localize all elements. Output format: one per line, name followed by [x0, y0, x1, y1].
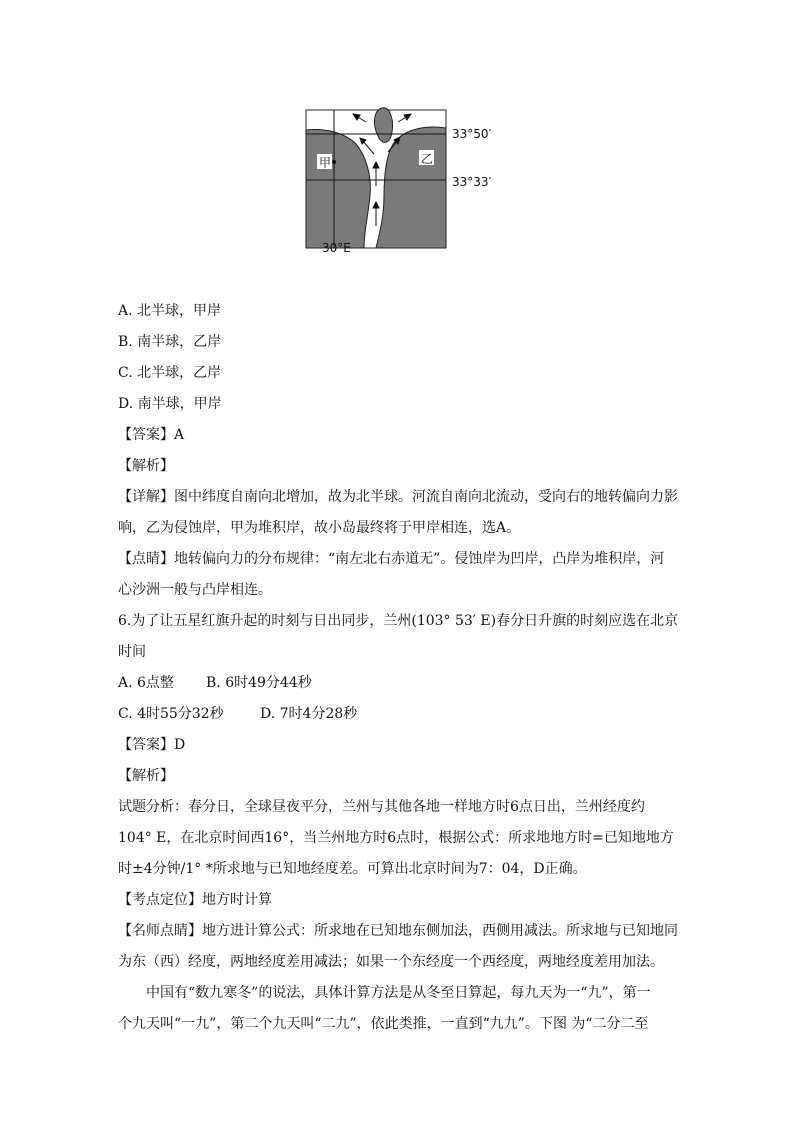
q5-option-d: D. 南半球，甲岸	[118, 396, 222, 412]
longitude-label: 30°E	[322, 241, 351, 255]
q6-analysis-title: 【解析】	[118, 768, 174, 784]
q6-analysis-line-3: 时±4分钟/1° *所求地与已知地经度差。可算出北京时间为7：04，D正确。	[118, 861, 587, 877]
q5-analysis-title: 【解析】	[118, 458, 174, 474]
river-map	[300, 106, 500, 256]
q5-option-b: B. 南半球，乙岸	[118, 334, 222, 350]
q6-stem-line-2: 时间	[118, 644, 146, 660]
document-body	[118, 296, 688, 1040]
label-jia: 甲	[319, 156, 332, 170]
latitude-top-label: 33°50′	[452, 127, 492, 141]
q5-answer: 【答案】A	[118, 427, 185, 443]
q6-analysis-line-2: 104° E，在北京时间西16°，当兰州地方时6点时，根据公式：所求地地方时=已知地地方	[118, 830, 674, 846]
river-map-figure	[300, 106, 500, 256]
q5-option-a: A. 北半球，甲岸	[118, 303, 222, 319]
q6-kaodian: 【考点定位】地方时计算	[118, 892, 272, 908]
q5-tip-line-2: 心沙洲一般与凸岸相连。	[118, 582, 272, 598]
q6-mingshi-line-2: 为东（西）经度，两地经度差用减法；如果一个东经度一个西经度，两地经度差用加法。	[118, 954, 664, 970]
label-yi: 乙	[421, 152, 434, 166]
q6-mingshi-line-1: 【名师点睛】地方进计算公式：所求地在已知地东侧加法，西侧用减法。所求地与已知地同	[118, 923, 678, 939]
q6-stem-line-1: 6.为了让五星红旗升起的时刻与日出同步，兰州(103° 53′ E)春分日升旗的时刻应选在北京	[118, 613, 679, 629]
q6-option-c: C. 4时55分32秒	[118, 706, 224, 722]
q5-detail-line-2: 响，乙为侵蚀岸，甲为堆积岸，故小岛最终将于甲岸相连，选A。	[118, 520, 521, 536]
q6-option-d: D. 7时4分28秒	[260, 706, 358, 722]
q5-option-c: C. 北半球，乙岸	[118, 365, 222, 381]
passage-line-1: 中国有“数九寒冬”的说法，具体计算方法是从冬至日算起，每九天为一“九”，第一	[146, 985, 651, 1001]
q5-detail-line-1: 【详解】图中纬度自南向北增加，故为北半球。河流自南向北流动，受向右的地转偏向力影	[118, 489, 678, 505]
jia-point	[332, 160, 336, 164]
q6-options-row-1	[118, 668, 688, 699]
q6-answer: 【答案】D	[118, 737, 186, 753]
q6-options-row-2	[118, 699, 688, 730]
q6-option-a: A. 6点整	[118, 675, 174, 691]
passage-line-2: 个九天叫“一九”，第二个九天叫“二九”，依此类推，一直到“九九”。下图 为“二分二至	[118, 1016, 649, 1032]
latitude-bottom-label: 33°33′	[452, 175, 492, 189]
q6-option-b: B. 6时49分44秒	[206, 675, 312, 691]
q6-analysis-line-1: 试题分析：春分日，全球昼夜平分，兰州与其他各地一样地方时6点日出，兰州经度约	[118, 799, 645, 815]
q5-tip-line-1: 【点睛】地转偏向力的分布规律：“南左北右赤道无”。侵蚀岸为凹岸，凸岸为堆积岸，河	[118, 551, 665, 567]
